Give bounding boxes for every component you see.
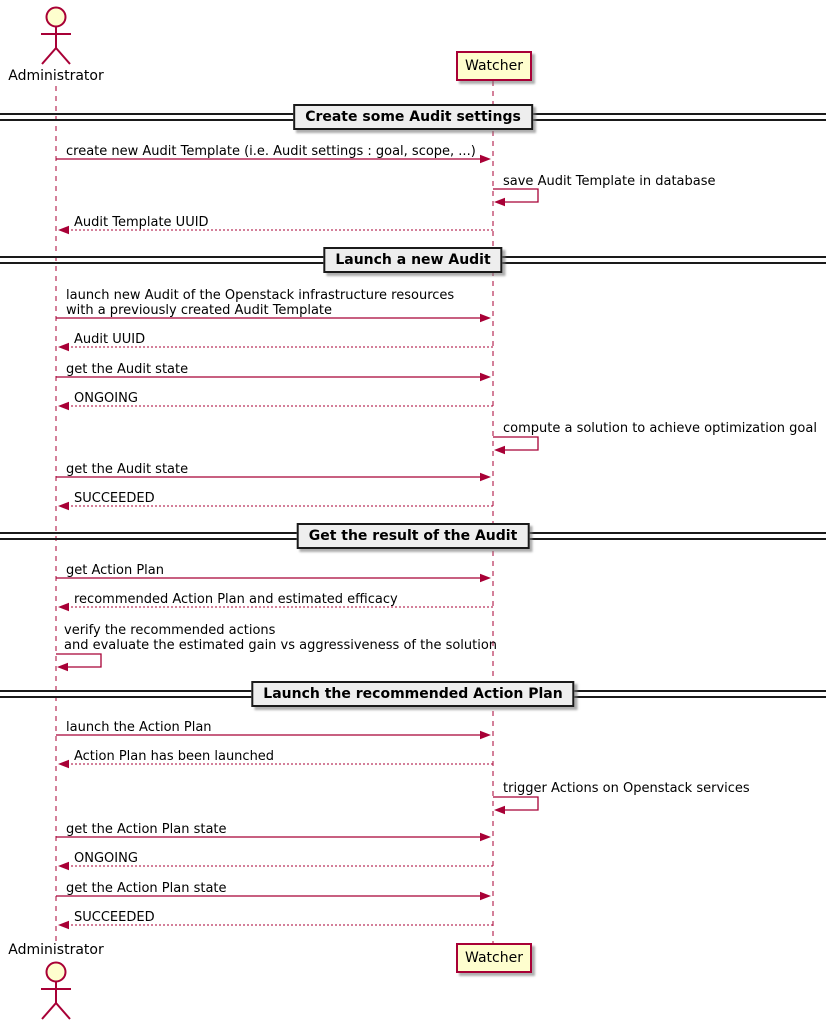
participant-watcher-bottom: Watcher	[456, 943, 532, 973]
divider-get-result-of-audit: Get the result of the Audit	[297, 523, 530, 549]
message-self-loop	[493, 797, 538, 814]
message-self-loop	[493, 189, 538, 206]
message-label: ONGOING	[74, 851, 138, 866]
message-label: get the Audit state	[66, 462, 189, 477]
message-label: get the Audit state	[66, 362, 189, 377]
message-label: recommended Action Plan and estimated efficacy	[74, 592, 398, 607]
message-label: verify the recommended actions	[64, 623, 276, 638]
message-self-loop	[493, 437, 538, 454]
divider-launch-recommended-action-plan: Launch the recommended Action Plan	[251, 681, 574, 707]
divider-create-audit-settings: Create some Audit settings	[293, 104, 533, 130]
message-label: SUCCEEDED	[74, 910, 155, 925]
message-self-loop	[56, 654, 101, 671]
message-label: save Audit Template in database	[503, 174, 716, 189]
message-label: launch the Action Plan	[66, 720, 212, 735]
administrator-actor-figure-bottom	[41, 963, 71, 1020]
message-label: create new Audit Template (i.e. Audit settings : goal, scope, ...)	[66, 144, 476, 159]
message-label: ONGOING	[74, 391, 138, 406]
message-label: get the Action Plan state	[66, 822, 227, 837]
message-label: compute a solution to achieve optimization goal	[503, 421, 817, 436]
divider-launch-new-audit: Launch a new Audit	[323, 247, 502, 273]
message-label: Audit UUID	[74, 332, 146, 347]
message-label: get the Action Plan state	[66, 881, 227, 896]
message-label: trigger Actions on Openstack services	[503, 781, 750, 796]
message-label: Action Plan has been launched	[74, 749, 275, 764]
message-label: SUCCEEDED	[74, 491, 155, 506]
actor-label-administrator-bottom: Administrator	[8, 942, 104, 958]
message-label: with a previously created Audit Template	[66, 303, 333, 318]
administrator-actor-figure-top	[41, 8, 71, 65]
message-label: get Action Plan	[66, 563, 164, 578]
actor-label-administrator-top: Administrator	[8, 68, 104, 84]
message-label: launch new Audit of the Openstack infrastructure resources	[66, 288, 455, 303]
message-label: Audit Template UUID	[74, 215, 209, 230]
message-label: and evaluate the estimated gain vs aggressiveness of the solution	[64, 638, 498, 653]
participant-watcher-top: Watcher	[456, 51, 532, 81]
